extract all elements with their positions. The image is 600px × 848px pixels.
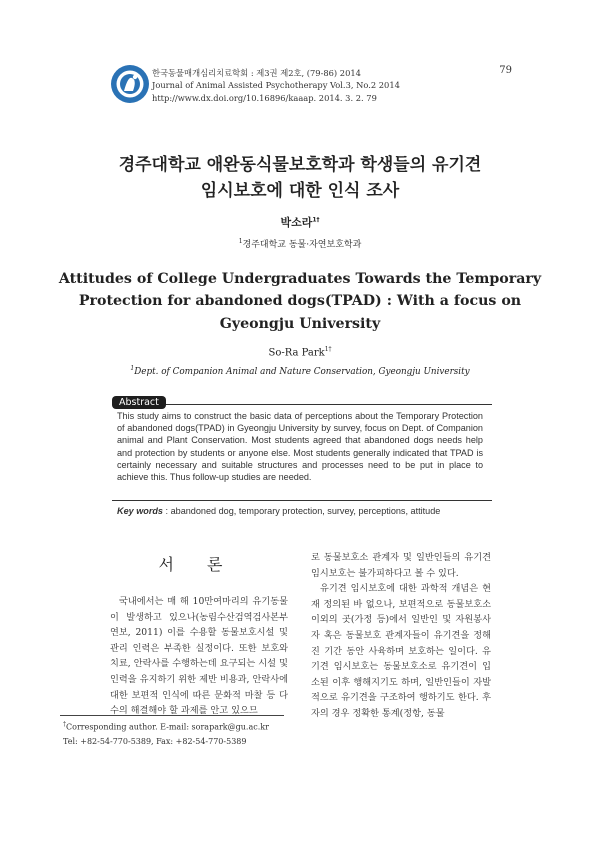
- contact-phone: Tel: +82-54-770-5389, Fax: +82-54-770-5389: [63, 736, 247, 746]
- affiliation-kr: [0, 237, 600, 250]
- affiliation-en-mark: 1: [130, 365, 135, 372]
- title-en-line-2: Protection for abandoned dogs(TPAD) : With a focus on: [78, 293, 522, 310]
- section-title: 서 론: [158, 555, 237, 574]
- keywords-text: : abandoned dog, temporary protection, survey, perceptions, attitude: [163, 506, 441, 516]
- page-number: 79: [499, 65, 512, 76]
- author-en-name: So-Ra Park: [268, 347, 325, 359]
- author-en: [0, 346, 600, 358]
- title-en-line-3: Gyeongju University: [219, 315, 381, 332]
- keywords: [117, 506, 487, 516]
- body-paragraph: 유기견 임시보호에 대한 과학적 개념은 현재 정의된 바 없으나, 보편적으로 동물보호소 이외의 곳(가정 등)에서 일반인 및 자원봉사자 혹은 동물보호 관계자들이 유기견을 정해진 기간 동안 사육하며 보호하는 일이다. 유기견 임시보호는 동물보호소로 유기견이 입소된 이후 행해지기도 하며, 일반인들이 자발적으로 유기견을 구조하여 행하기도 한다. 후자의 경우 정확한 통계(정항, 동물: [311, 583, 491, 719]
- body-right-column: [311, 550, 491, 722]
- title-en-line-1: Attitudes of College Undergraduates Towards the Temporary: [58, 271, 542, 287]
- author-kr-mark: 1†: [312, 216, 320, 224]
- abstract-label: Abstract: [112, 396, 166, 409]
- keywords-label: Key words: [117, 506, 163, 516]
- footnote-mark: †: [63, 721, 66, 728]
- corresponding-email: Corresponding author. E-mail: sorapark@gu.ac.kr: [66, 722, 269, 732]
- abstract-text: This study aims to construct the basic data of perceptions about the Temporary Protection of abandoned dogs(TPAD) in Gyeongju University by survey, focus on Dept. of Companion animal and Plant Conservation. Most students agreed that abandoned dogs needs help and protection by students or anyone else. Most students generally indicated that TPAD is certainly necessary and suitable structures and processes need to be put in place to achieve this. Thus follow-up studies are needed.: [117, 411, 483, 483]
- doi-link[interactable]: http://www.dx.doi.org/10.16896/kaaap. 2014. 3. 2. 79: [152, 92, 377, 103]
- body-left-column: [110, 594, 288, 719]
- journal-info: [152, 67, 400, 104]
- journal-name-kr: 한국동물매개심리치료학회 : 제3권 제2호, (79-86) 2014: [152, 68, 361, 78]
- footnote-rule: [60, 715, 284, 716]
- abstract-top-rule: [112, 404, 492, 405]
- author-en-mark: 1†: [324, 346, 332, 353]
- affiliation-kr-mark: 1: [238, 238, 243, 245]
- journal-name-en: Journal of Animal Assisted Psychotherapy Vol.3, No.2 2014: [152, 80, 400, 91]
- journal-logo: [110, 64, 150, 104]
- affiliation-en-text: Dept. of Companion Animal and Nature Conservation, Gyeongju University: [134, 366, 470, 377]
- title-kr: [0, 152, 600, 204]
- body-paragraph: 로 동물보호소 관계자 및 일반인들의 유기견 임시보호는 불가피하다고 볼 수 있다.: [311, 552, 491, 579]
- title-kr-line-2: 임시보호에 대한 인식 조사: [200, 181, 400, 201]
- author-kr: [0, 214, 600, 230]
- body-paragraph: 국내에서는 매 해 10만여마리의 유기동물이 발생하고 있으나(농림수산검역검사본부 연보, 2011) 이를 수용할 동물보호시설 및 관리 인력은 부족한 실정이다. 또한 보호와 치료, 안락사를 수행하는데 요구되는 시설 및 인력을 유지하기 위한 제반 비용과, 안락사에 대한 보편적 인식에 따른 문화적 마찰 등 다수의 해결해야 할 과제를 안고 있으므: [110, 596, 288, 717]
- title-kr-line-1: 경주대학교 애완동식물보호학과 학생들의 유기견: [118, 155, 482, 175]
- footnote: [63, 718, 269, 749]
- title-en: [0, 268, 600, 335]
- affiliation-en: [0, 365, 600, 377]
- affiliation-kr-text: 경주대학교 동물·자연보호학과: [242, 240, 362, 250]
- abstract-bottom-rule: [112, 500, 492, 501]
- author-kr-name: 박소라: [280, 216, 313, 229]
- corresponding-author: [63, 718, 269, 735]
